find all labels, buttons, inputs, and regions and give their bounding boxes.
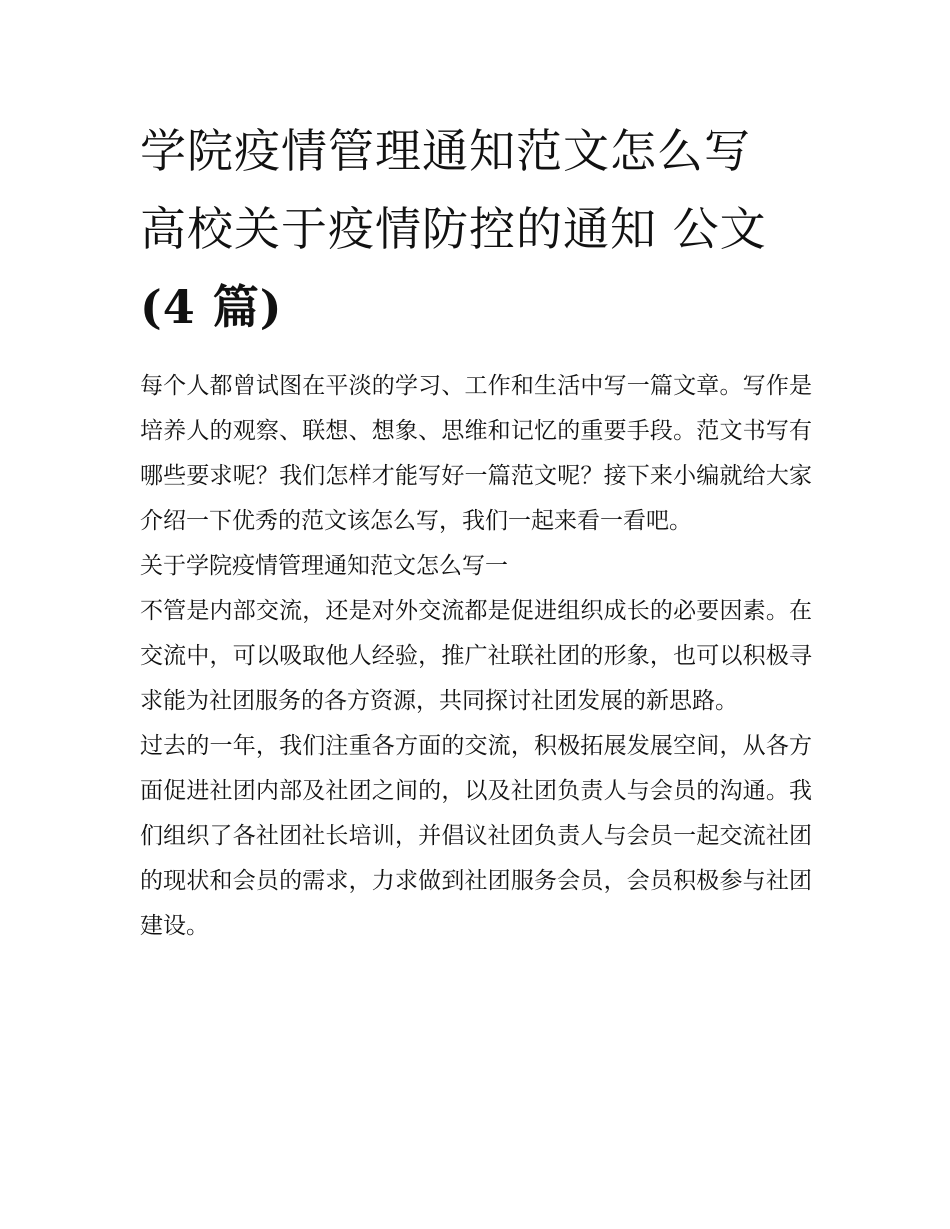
title-line-3: (4 篇) [140, 280, 283, 334]
title-line-2: 高校关于疫情防控的通知 公文 [140, 202, 767, 256]
body-paragraph: 不管是内部交流，还是对外交流都是促进组织成长的必要因素。在交流中，可以吸取他人经验，推广社联社团的形象，也可以积极寻求能为社团服务的各方资源，共同探讨社团发展的新思路。 [140, 598, 812, 714]
document-page [140, 112, 812, 949]
body-paragraph: 过去的一年，我们注重各方面的交流，积极拓展发展空间，从各方面促进社团内部及社团之间的，以及社团负责人与会员的沟通。我们组织了各社团社长培训，并倡议社团负责人与会员一起交流社团的现状和会员的需求，力求做到社团服务会员，会员积极参与社团建设。 [140, 733, 812, 939]
section-heading: 关于学院疫情管理通知范文怎么写一 [140, 553, 508, 579]
title-line-1: 学院疫情管理通知范文怎么写 [140, 124, 751, 178]
document-body [140, 364, 812, 949]
intro-paragraph: 每个人都曾试图在平淡的学习、工作和生活中写一篇文章。写作是培养人的观察、联想、想象、思维和记忆的重要手段。范文书写有哪些要求呢？我们怎样才能写好一篇范文呢？接下来小编就给大家介绍一下优秀的范文该怎么写，我们一起来看一看吧。 [140, 373, 812, 534]
document-title [140, 112, 812, 346]
